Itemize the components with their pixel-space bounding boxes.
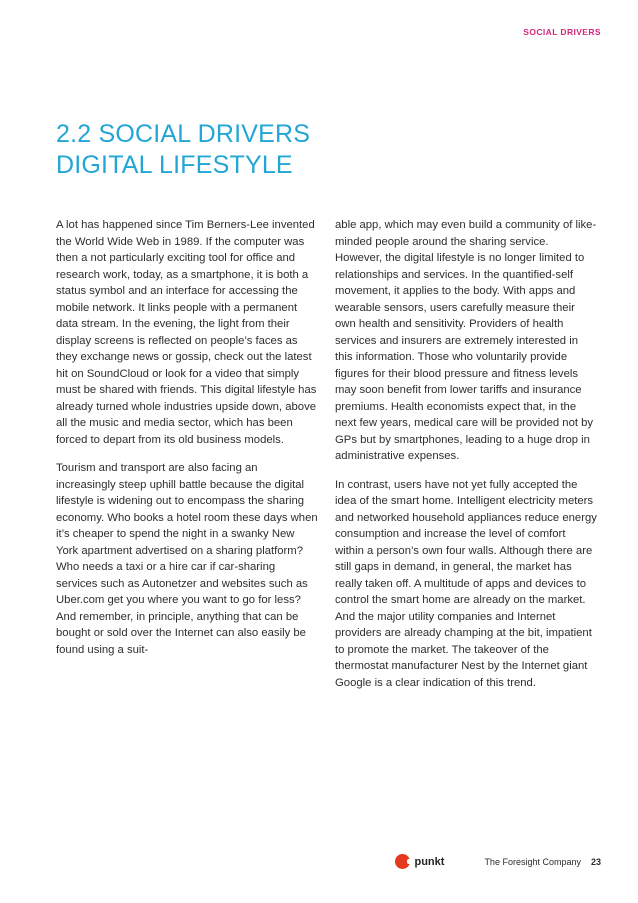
left-column	[56, 217, 318, 670]
page-title-line-2: DIGITAL LIFESTYLE	[56, 151, 293, 179]
z-punkt-logo-icon	[395, 854, 410, 869]
page-number: 23	[590, 856, 601, 867]
section-label: SOCIAL DRIVERS	[523, 27, 601, 37]
paragraph: In contrast, users have not yet fully accepted the idea of the smart home. Intelligent electricity meters and networked household appliances reduce energy consumption and increase the level of comfort within a person’s own four walls. Although there are still gaps in demand, in general, the market has really taken off. A multitude of apps and devices to control the smart home are already on the market. And the major utility companies and Internet providers are already champing at the bit, impatient to promote the market. The takeover of the thermostat manufacturer Nest by the Internet giant Google is a clear indication of this trend.	[335, 478, 597, 689]
logo-text: punkt	[414, 855, 445, 868]
company-name: The Foresight Company	[484, 856, 581, 867]
paragraph: Tourism and transport are also facing an increasingly steep uphill battle because the digital lifestyle is widening out to encompass the sharing economy. Who books a hotel room these days when it’s cheaper to spend the night in a swanky New York apartment advertised on a sharing platform? Who needs a taxi or a hire car if car-sharing services such as Autonetzer and websites such as Uber.com get you where you want to go for less? And remember, in principle, anything that can be bought or sold over the Internet can also easily be found using a suit-	[56, 462, 318, 656]
page-title	[56, 119, 376, 181]
page-footer	[395, 854, 601, 869]
paragraph: A lot has happened since Tim Berners-Lee invented the World Wide Web in 1989. If the computer was then a not particularly exciting tool for office and research work, today, as a smartphone, it is both a status symbol and an interface for accessing the mobile network. It links people with a permanent data stream. In the evening, the light from their display screens is reflected on people’s faces as they exchange news or gossip, check out the latest hit on SoundCloud or look for a video that simply must be shared with friends. This digital lifestyle has already turned whole industries upside down, above all the music and media sector, which has been forced to depart from its old business models.	[56, 219, 317, 446]
paragraph: able app, which may even build a community of like-minded people around the sharing service. However, the digital lifestyle is no longer limited to relationships and services. In the quantified-self movement, it applies to the body. With apps and wearable sensors, users carefully measure their own health and sensitivity. Providers of health services and insurers are extremely interested in this information. Those who voluntarily provide figures for their blood pressure and fitness levels may soon benefit from lower tariffs and insurance premiums. Health economists expect that, in the next few years, medical care will be provided not by GPs but by smartphones, leading to a huge drop in administrative expenses.	[335, 219, 597, 462]
right-column	[335, 217, 597, 703]
page-title-line-1: 2.2 SOCIAL DRIVERS	[56, 120, 311, 148]
